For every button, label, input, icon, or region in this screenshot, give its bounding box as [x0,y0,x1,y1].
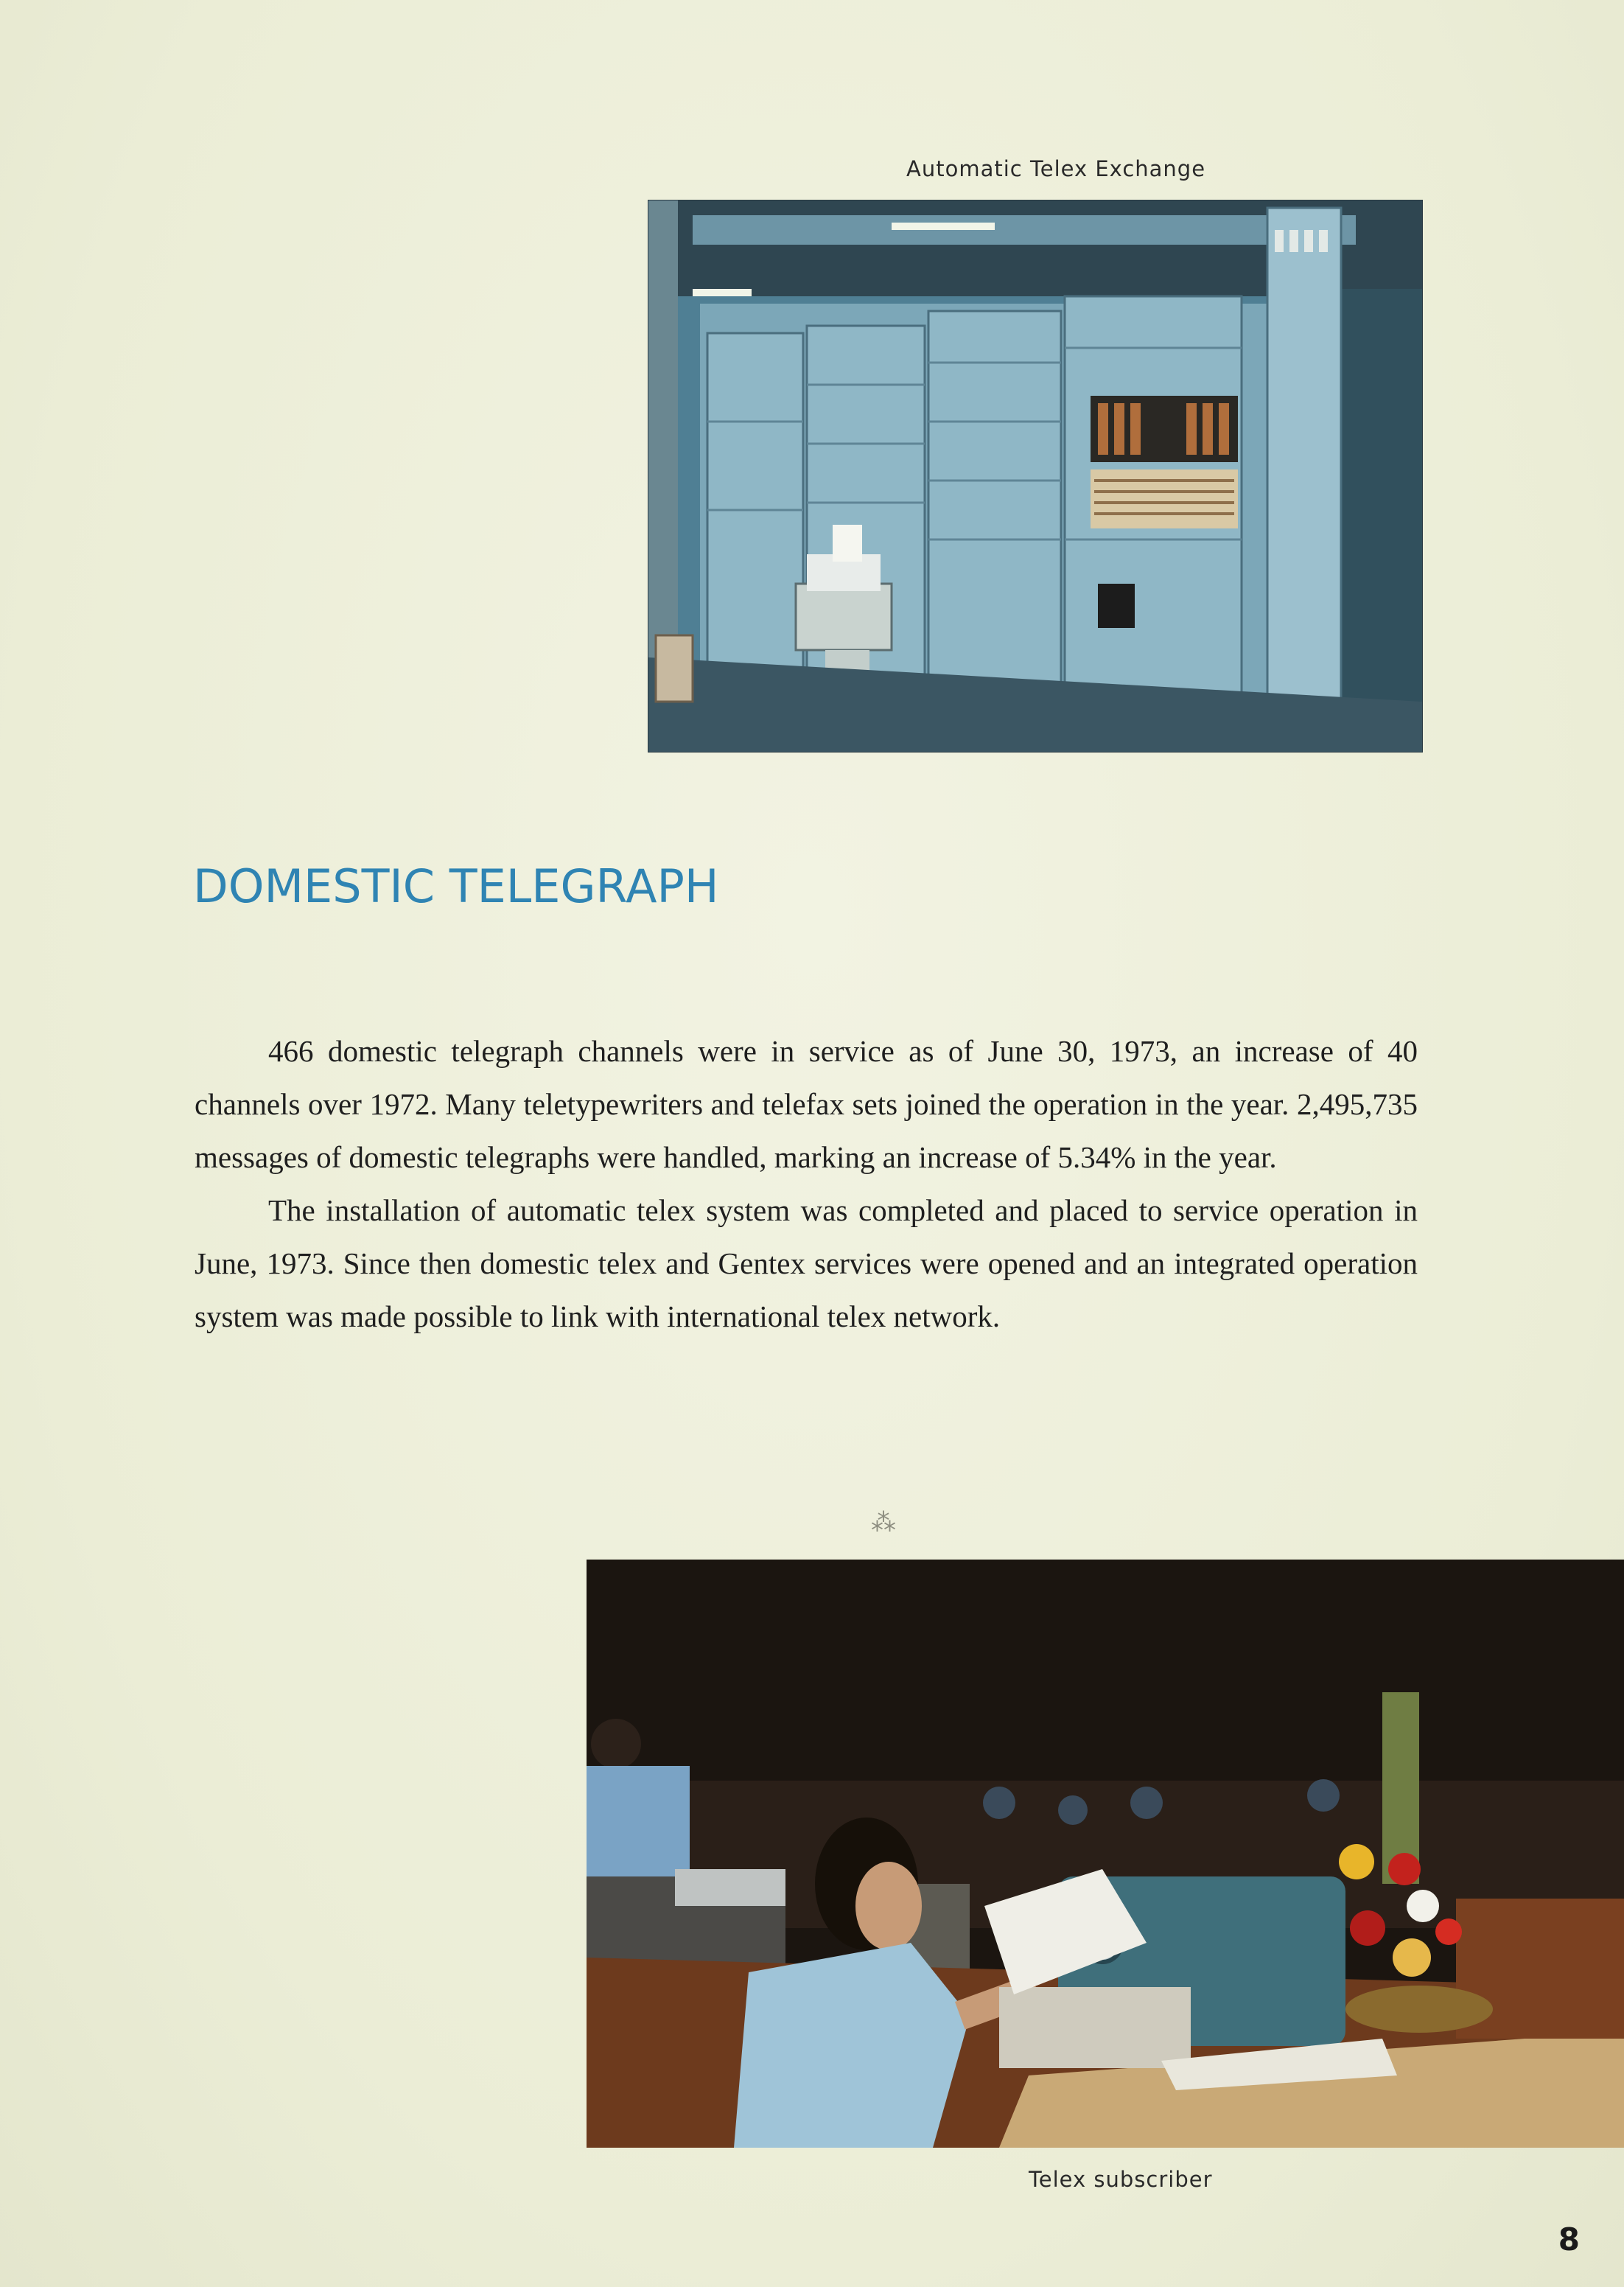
photo-caption-bottom: Telex subscriber [1029,2167,1213,2192]
photo-caption-top: Automatic Telex Exchange [906,156,1206,181]
telex-subscriber-photo [587,1560,1624,2148]
paragraph-1: 466 domestic telegraph channels were in service as of June 30, 1973, an increase of 40 channels over 1972. Many teletypewriters and telefax sets joined the operation in the year. 2,495,735 messages of domestic telegraphs were handled, marking an increase of 5.34% in the year. [195,1034,1418,1174]
body-text [195,1024,1418,1343]
decorative-mark-icon: ⁂ [871,1508,896,1537]
automatic-telex-exchange-photo [648,200,1422,752]
paragraph-2: The installation of automatic telex system was completed and placed to service operation in June, 1973. Since then domestic telex and Gentex services were opened and an integrated operation system was made possible to link with international telex network. [195,1193,1418,1333]
section-heading: DOMESTIC TELEGRAPH [193,859,719,913]
page-number: 8 [1558,2221,1580,2258]
